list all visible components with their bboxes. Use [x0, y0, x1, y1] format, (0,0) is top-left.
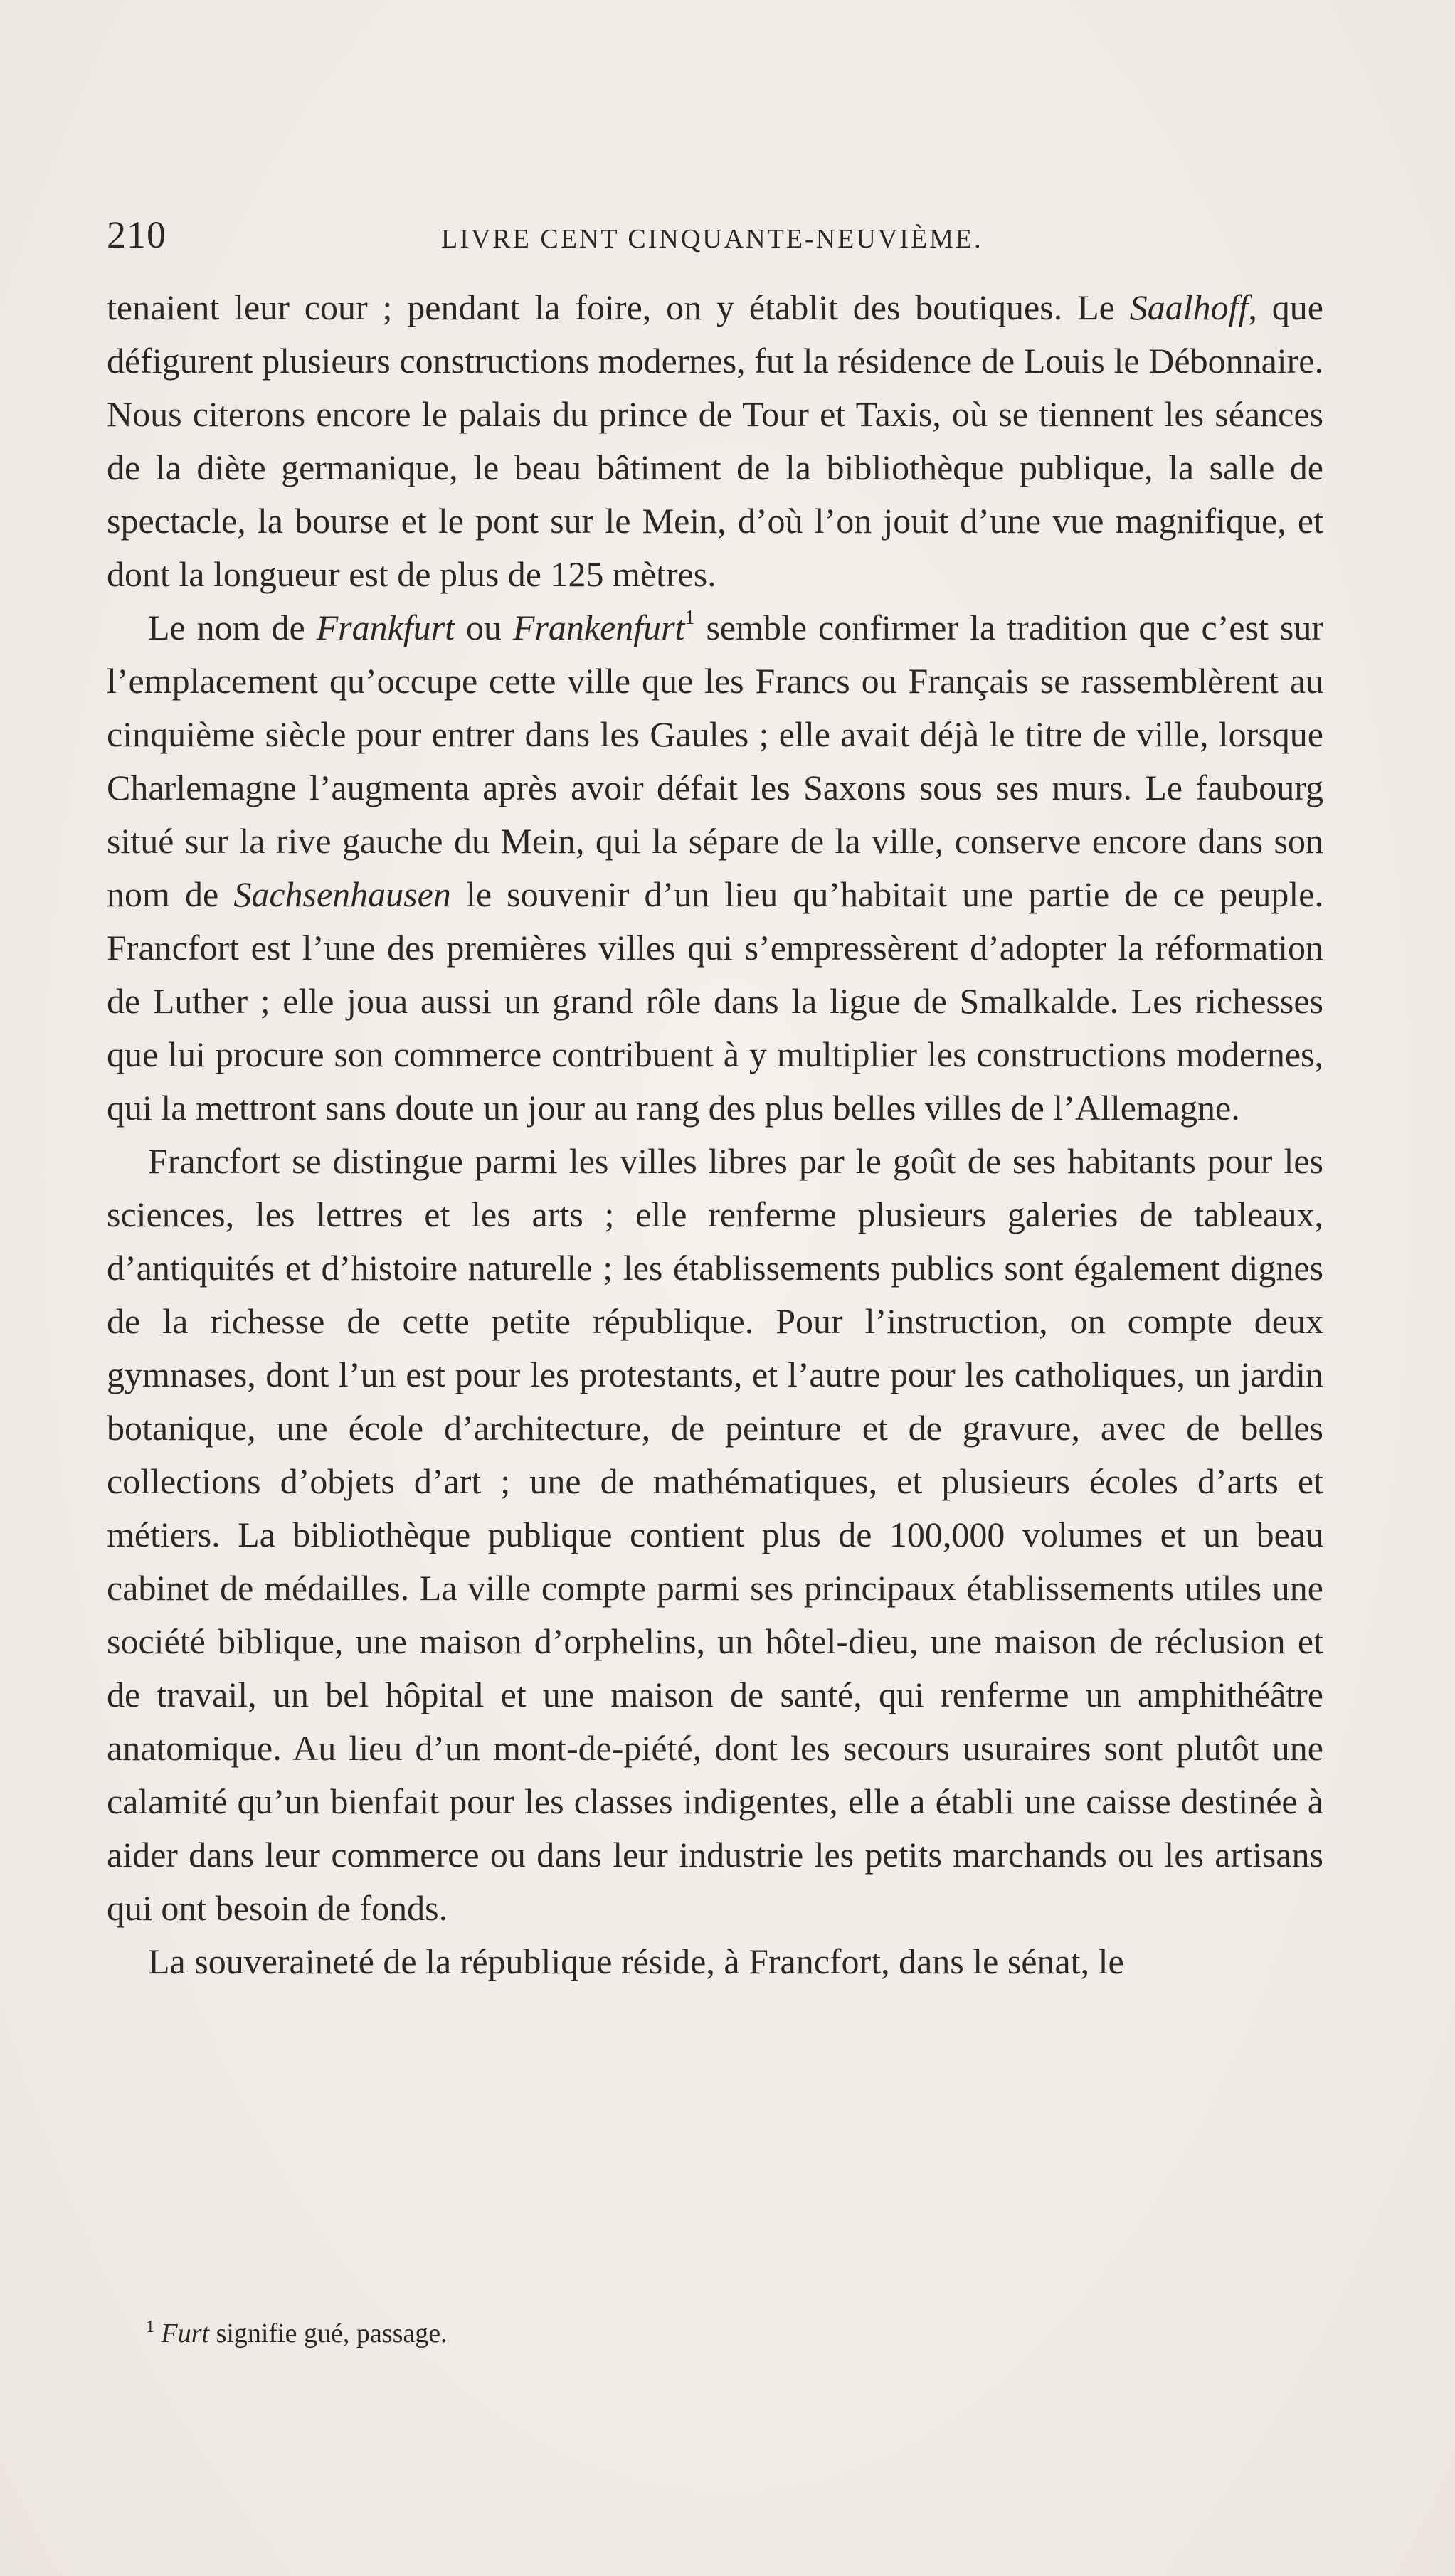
paragraph-1-text-b: , que défigurent plusieurs constructions modernes, fut la résidence de Louis le Débonnaire. Nous citerons encore le palais du prince de Tour et Taxis, où se tiennent les séances de la diète germanique, le beau bâtiment de la bibliothèque publique, la salle de spectacle, la bourse et le pont sur le Mein, d’où l’on jouit d’une vue magnifique, et dont la longueur est de plus de 125 mètres.: [107, 287, 1323, 594]
footnote: [146, 2316, 1284, 2351]
paragraph-2-text-c: semble confirmer la tradition que c’est sur l’emplacement qu’occupe cette ville que les Francs ou Français se rassemblèrent au cinquième siècle pour entrer dans les Gaules ; elle avait déjà le titre de ville, lorsque Charlemagne l’augmenta après avoir défait les Saxons sous ses murs. Le faubourg situé sur la rive gauche du Mein, qui la sépare de la ville, conserve encore dans son nom de: [107, 608, 1323, 914]
footnote-reference: 1: [684, 607, 695, 629]
paragraph-2-text-a: Le nom de: [148, 608, 317, 647]
body-text: [107, 281, 1323, 1988]
page-header: [107, 213, 1323, 270]
footnote-term: Furt: [161, 2318, 210, 2348]
term-saalhoff: Saalhoff: [1129, 287, 1249, 327]
paragraph-1: [107, 281, 1323, 601]
paragraph-4: La souveraineté de la république réside, à Francfort, dans le sénat, le: [148, 1941, 1124, 1981]
paragraph-3: Francfort se distingue parmi les villes libres par le goût de ses habitants pour les sciences, les lettres et les arts ; elle renferme plusieurs galeries de tableaux, d’antiquités et d’histoire naturelle ; les établissements publics sont également dignes de la richesse de cette petite république. Pour l’instruction, on compte deux gymnases, dont l’un est pour les protestants, et l’autre pour les catholiques, un jardin botanique, une école d’architecture, de peinture et de gravure, avec de belles collections d’objets d’art ; une de mathématiques, et plusieurs écoles d’arts et métiers. La bibliothèque publique contient plus de 100,000 volumes et un beau cabinet de médailles. La ville compte parmi ses principaux établissements utiles une société biblique, une maison d’orphelins, un hôtel-dieu, une maison de réclusion et de travail, un bel hôpital et une maison de santé, qui renferme un amphithéâtre anatomique. Au lieu d’un mont-de-piété, dont les secours usuraires sont plutôt une calamité qu’un bienfait pour les classes indigentes, elle a établi une caisse destinée à aider dans leur commerce ou dans leur industrie les petits marchands ou les artisans qui ont besoin de fonds.: [107, 1141, 1323, 1928]
term-frankfurt: Frankfurt: [316, 608, 455, 647]
running-head: LIVRE CENT CINQUANTE-NEUVIÈME.: [441, 224, 983, 254]
footnote-marker: 1: [146, 2318, 154, 2336]
paragraph-2-text-b: ou: [455, 608, 513, 647]
paragraph-1-text-a: tenaient leur cour ; pendant la foire, on y établit des boutiques. Le: [107, 287, 1130, 327]
footnote-text: signifie gué, passage.: [209, 2318, 448, 2348]
term-frankenfurt: Frankenfurt: [512, 608, 685, 647]
term-sachsenhausen: Sachsenhausen: [233, 874, 451, 914]
paragraph-2-text-d: le souvenir d’un lieu qu’habitait une partie de ce peuple. Francfort est l’une des premières villes qui s’empressèrent d’adopter la réformation de Luther ; elle joua aussi un grand rôle dans la ligue de Smalkalde. Les richesses que lui procure son commerce contribuent à y multiplier les constructions modernes, qui la mettront sans doute un jour au rang des plus belles villes de l’Allemagne.: [107, 874, 1323, 1128]
page-number: 210: [107, 213, 166, 256]
paragraph-2: [107, 601, 1323, 1135]
